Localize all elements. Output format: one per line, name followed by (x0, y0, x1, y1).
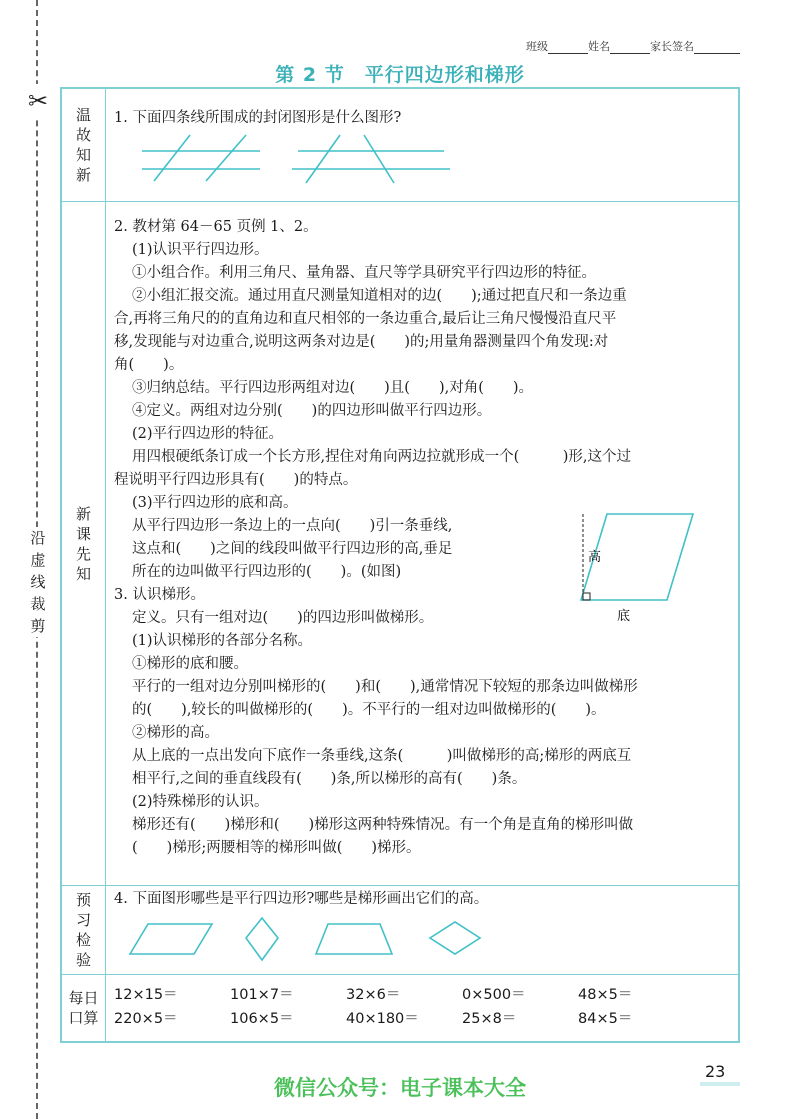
figure-b-line-4 (364, 135, 394, 183)
text-line: ( )梯形;两腰相等的梯形叫做( )梯形。 (132, 840, 421, 856)
calc-problem: 106×5＝ (230, 1011, 294, 1027)
section-label-calc: 每日 口算 (62, 975, 106, 1041)
calc-problem: 40×180＝ (346, 1011, 419, 1027)
right-angle-mark (583, 593, 590, 600)
text-line: 2. 教材第 64－65 页例 1、2。 (114, 219, 318, 235)
text-line: 用四根硬纸条订成一个长方形,捏住对角向两边拉就形成一个( )形,这个过 (132, 449, 632, 465)
figure-b-line-3 (306, 135, 340, 183)
worksheet-frame (60, 87, 740, 1043)
text-line: (2)特殊梯形的认识。 (132, 794, 269, 810)
text-line: 所在的边叫做平行四边形的( )。(如图) (132, 564, 402, 580)
section-label-review: 温 故 知 新 (62, 89, 106, 201)
height-label: 高 (588, 550, 602, 565)
text-line: ②小组汇报交流。通过用直尺测量知道相对的边( );通过把直尺和一条边重 (132, 288, 627, 304)
text-line: 的( ),较长的叫做梯形的( )。不平行的一组对边叫做梯形的( )。 (132, 702, 606, 718)
cut-instruction: 沿 虚 线 裁 剪 (27, 527, 49, 637)
parent-signature-field[interactable]: 家长签名 (650, 38, 740, 54)
calc-problem: 12×15＝ (114, 987, 178, 1003)
watermark-text: 微信公众号：电子课本大全 (274, 1076, 526, 1100)
scissors-icon: ✂ (25, 84, 51, 118)
text-line: 定义。只有一组对边( )的四边形叫做梯形。 (132, 610, 434, 626)
text-line: 合,再将三角尺的的直角边和直尺相邻的一条边重合,最后让三角尺慢慢沿直尺平 (114, 311, 617, 327)
shape-parallelogram (130, 924, 212, 954)
calc-problem: 32×6＝ (346, 987, 401, 1003)
calc-problem: 25×8＝ (462, 1011, 517, 1027)
text-line: (1)认识平行四边形。 (132, 242, 269, 258)
section-review (62, 89, 738, 202)
shapes-to-classify (128, 916, 468, 966)
shape-rhombus (246, 918, 278, 960)
text-line: (3)平行四边形的底和高。 (132, 495, 298, 511)
calc-row-2 (114, 1007, 730, 1031)
text-line: 这点和( )之间的线段叫做平行四边形的高,垂足 (132, 541, 453, 557)
text-line: (2)平行四边形的特征。 (132, 426, 284, 442)
text-line: 程说明平行四边形具有( )的特点。 (114, 472, 358, 488)
figure-a-line-3 (154, 135, 190, 181)
calc-problem: 84×5＝ (578, 1011, 633, 1027)
section-label-new: 新 课 先 知 (62, 202, 106, 885)
base-label: 底 (617, 609, 631, 624)
student-info-fields (526, 38, 740, 54)
question-1: 1. 下面四条线所围成的封闭图形是什么图形? (114, 110, 402, 126)
parallelogram-height-figure (567, 508, 707, 626)
text-line: ③归纳总结。平行四边形两组对边( )且( ),对角( )。 (132, 380, 534, 396)
four-lines-figures (132, 131, 462, 187)
page-title: 第 2 节 平行四边形和梯形 (275, 64, 525, 86)
section-daily-calc (62, 975, 738, 1041)
text-line: 梯形还有( )梯形和( )梯形这两种特殊情况。有一个角是直角的梯形叫做 (132, 817, 634, 833)
text-line: 平行的一组对边分别叫梯形的( )和( ),通常情况下较短的那条边叫做梯形 (132, 679, 638, 695)
text-line: ②梯形的高。 (132, 725, 219, 741)
page-number: 23 (705, 1062, 726, 1081)
text-line: (1)认识梯形的各部分名称。 (132, 633, 313, 649)
calc-problem: 220×5＝ (114, 1011, 178, 1027)
calc-problem: 0×500＝ (462, 987, 526, 1003)
text-line: ①梯形的底和腰。 (132, 656, 248, 672)
text-line: 从平行四边形一条边上的一点向( )引一条垂线, (132, 518, 453, 534)
section-new-lesson (62, 202, 738, 886)
text-line: ①小组合作。利用三角尺、量角器、直尺等学具研究平行四边形的特征。 (132, 265, 596, 281)
question-4: 4. 下面图形哪些是平行四边形?哪些是梯形画出它们的高。 (114, 891, 489, 907)
text-line: 相平行,之间的垂直线段有( )条,所以梯形的高有( )条。 (132, 771, 527, 787)
calc-problem: 101×7＝ (230, 987, 294, 1003)
text-line: ④定义。两组对边分别( )的四边形叫做平行四边形。 (132, 403, 492, 419)
figure-a-line-4 (206, 135, 246, 181)
class-field[interactable]: 班级 (526, 38, 588, 54)
text-line: 角( )。 (114, 357, 184, 373)
text-line: 移,发现能与对边重合,说明这两条对边是( )的;用量角器测量四个角发现:对 (114, 334, 609, 350)
text-line: 3. 认识梯形。 (114, 587, 205, 603)
text-line: 从上底的一点出发向下底作一条垂线,这条( )叫做梯形的高;梯形的两底互 (132, 748, 632, 764)
shape-trapezoid (316, 924, 392, 954)
calc-row-1 (114, 983, 730, 1007)
calc-problem: 48×5＝ (578, 987, 633, 1003)
name-field[interactable]: 姓名 (588, 38, 650, 54)
section-preview-check (62, 886, 738, 975)
section-label-preview: 预 习 检 验 (62, 886, 106, 974)
